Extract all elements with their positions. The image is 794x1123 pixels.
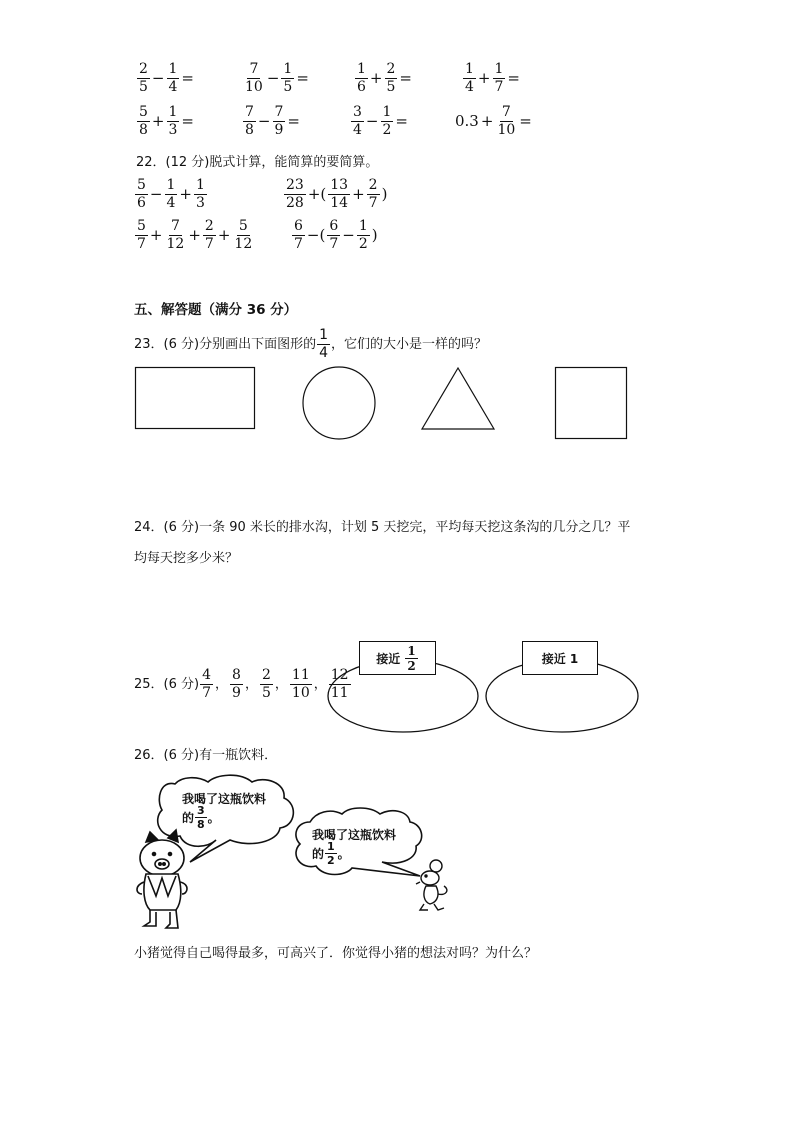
fraction: $\frac{7}{10}$ xyxy=(245,61,263,95)
fraction: $\frac{7}{9}$ xyxy=(274,104,284,138)
triangle-shape xyxy=(422,368,494,429)
fraction: $\frac{2}{5}$ xyxy=(386,61,396,95)
q21-expr-1-2: $\frac{7}{10}$ − $\frac{1}{5}$ = xyxy=(245,61,309,95)
mouse-bubble-line1: 我喝了这瓶饮料 xyxy=(312,828,397,842)
fraction: $\frac{8}{9}$ xyxy=(232,667,241,701)
fraction: $\frac{1}{4}$ xyxy=(465,61,474,95)
mouse-character xyxy=(416,860,447,910)
fraction: $\frac{1}{4}$ xyxy=(166,177,176,211)
fraction: $\frac{7}{10}$ xyxy=(497,104,516,138)
q26-illustration xyxy=(120,770,460,940)
fraction: $\frac{5}{7}$ xyxy=(137,218,146,252)
mouse-bubble-line2: 的 $\frac{1}{2}$ 。 xyxy=(312,840,350,867)
q21-expr-1-1: $\frac{2}{5}$ − $\frac{1}{4}$ = xyxy=(139,61,194,95)
fraction: $\frac{1}{7}$ xyxy=(494,61,504,95)
q22-expr-3: $\frac{5}{7}$ + $\frac{7}{12}$ + $\frac{2}{7}$ + $\frac{5}{12}$ xyxy=(137,218,253,252)
fraction: $\frac{1}{4}$ xyxy=(319,327,329,361)
fraction: $\frac{6}{7}$ xyxy=(294,218,303,252)
q21-expr-2-2: $\frac{7}{8}$ − $\frac{7}{9}$ = xyxy=(245,104,300,138)
fraction: $\frac{2}{7}$ xyxy=(368,177,378,211)
fraction: $\frac{5}{12}$ xyxy=(234,218,253,252)
section-title: 五、解答题（满分 36 分） xyxy=(134,302,298,318)
fraction: $\frac{5}{6}$ xyxy=(137,177,146,211)
q24-line1: 24．(6 分)一条 90 米长的排水沟，计划 5 天挖完，平均每天挖这条沟的几分之几？平 xyxy=(134,520,631,535)
q22-expr-2: $\frac{23}{28}$ +( $\frac{13}{14}$ + $\frac{2}{7}$ ) xyxy=(286,177,388,211)
circle-shape xyxy=(303,367,375,439)
q25-question: 25．(6 分) $\frac{4}{7}$ ， $\frac{8}{9}$ ， $\frac{2}{5}$ ， $\frac{11}{10}$ ， $\frac{12}{11}$ xyxy=(134,667,349,701)
fraction: $\frac{4}{7}$ xyxy=(202,667,212,701)
fraction: $\frac{2}{7}$ xyxy=(204,218,214,252)
square-shape xyxy=(556,368,627,439)
q22-expr-1: $\frac{5}{6}$ − $\frac{1}{4}$ + $\frac{1}{3}$ xyxy=(137,177,205,211)
fraction: $\frac{6}{7}$ xyxy=(329,218,339,252)
fraction: $\frac{1}{2}$ xyxy=(382,104,392,138)
label-close-to-one: 接近 1 xyxy=(522,641,598,675)
rectangle-shape xyxy=(136,368,255,429)
q22-title: 22．(12 分)脱式计算，能简算的要简算。 xyxy=(136,155,379,170)
fraction: $\frac{12}{11}$ xyxy=(330,667,349,701)
fraction: $\frac{1}{3}$ xyxy=(196,177,205,211)
fraction: $\frac{3}{8}$ xyxy=(197,804,205,831)
fraction: $\frac{1}{6}$ xyxy=(357,61,366,95)
label-close-to-half: 接近 $\frac{1}{2}$ xyxy=(359,641,436,675)
fraction: $\frac{13}{14}$ xyxy=(330,177,349,211)
q21-expr-1-4: $\frac{1}{4}$ + $\frac{1}{7}$ = xyxy=(465,61,520,95)
q24-line2: 均每天挖多少米？ xyxy=(134,551,239,566)
fraction: $\frac{3}{4}$ xyxy=(353,104,362,138)
q23-shapes xyxy=(0,0,794,460)
pig-bubble-line1: 我喝了这瓶饮料 xyxy=(182,792,267,806)
fraction: $\frac{7}{12}$ xyxy=(166,218,185,252)
q22-expr-4: $\frac{6}{7}$ −( $\frac{6}{7}$ − $\frac{1}{2}$ ) xyxy=(294,218,378,252)
fraction: $\frac{1}{2}$ xyxy=(358,218,368,252)
q23-question: 23．(6 分)分别画出下面图形的 $\frac{1}{4}$ ，它们的大小是一样的吗？ xyxy=(134,327,488,361)
pig-character xyxy=(137,830,187,928)
q21-expr-2-3: $\frac{3}{4}$ − $\frac{1}{2}$ = xyxy=(353,104,408,138)
fraction: $\frac{1}{2}$ xyxy=(407,643,416,673)
pig-bubble-line2: 的 $\frac{3}{8}$ 。 xyxy=(182,804,220,831)
fraction: $\frac{5}{8}$ xyxy=(139,104,148,138)
fraction: $\frac{1}{3}$ xyxy=(168,104,178,138)
fraction: $\frac{23}{28}$ xyxy=(286,177,304,211)
q21-expr-1-3: $\frac{1}{6}$ + $\frac{2}{5}$ = xyxy=(357,61,412,95)
fraction: $\frac{7}{8}$ xyxy=(245,104,254,138)
q21-expr-2-1: $\frac{5}{8}$ + $\frac{1}{3}$ = xyxy=(139,104,194,138)
q25-sets xyxy=(0,620,794,740)
fraction: $\frac{2}{5}$ xyxy=(139,61,148,95)
q21-expr-2-4: 0.3 + $\frac{7}{10}$ = xyxy=(455,104,532,138)
fraction: $\frac{2}{5}$ xyxy=(261,667,271,701)
fraction: $\frac{1}{2}$ xyxy=(327,840,335,867)
fraction: $\frac{1}{5}$ xyxy=(283,61,293,95)
fraction: $\frac{1}{4}$ xyxy=(168,61,178,95)
q26-question: 小猪觉得自己喝得最多，可高兴了．你觉得小猪的想法对吗？为什么？ xyxy=(134,946,538,961)
fraction: $\frac{11}{10}$ xyxy=(291,667,310,701)
q26-title: 26．(6 分)有一瓶饮料． xyxy=(134,748,278,763)
